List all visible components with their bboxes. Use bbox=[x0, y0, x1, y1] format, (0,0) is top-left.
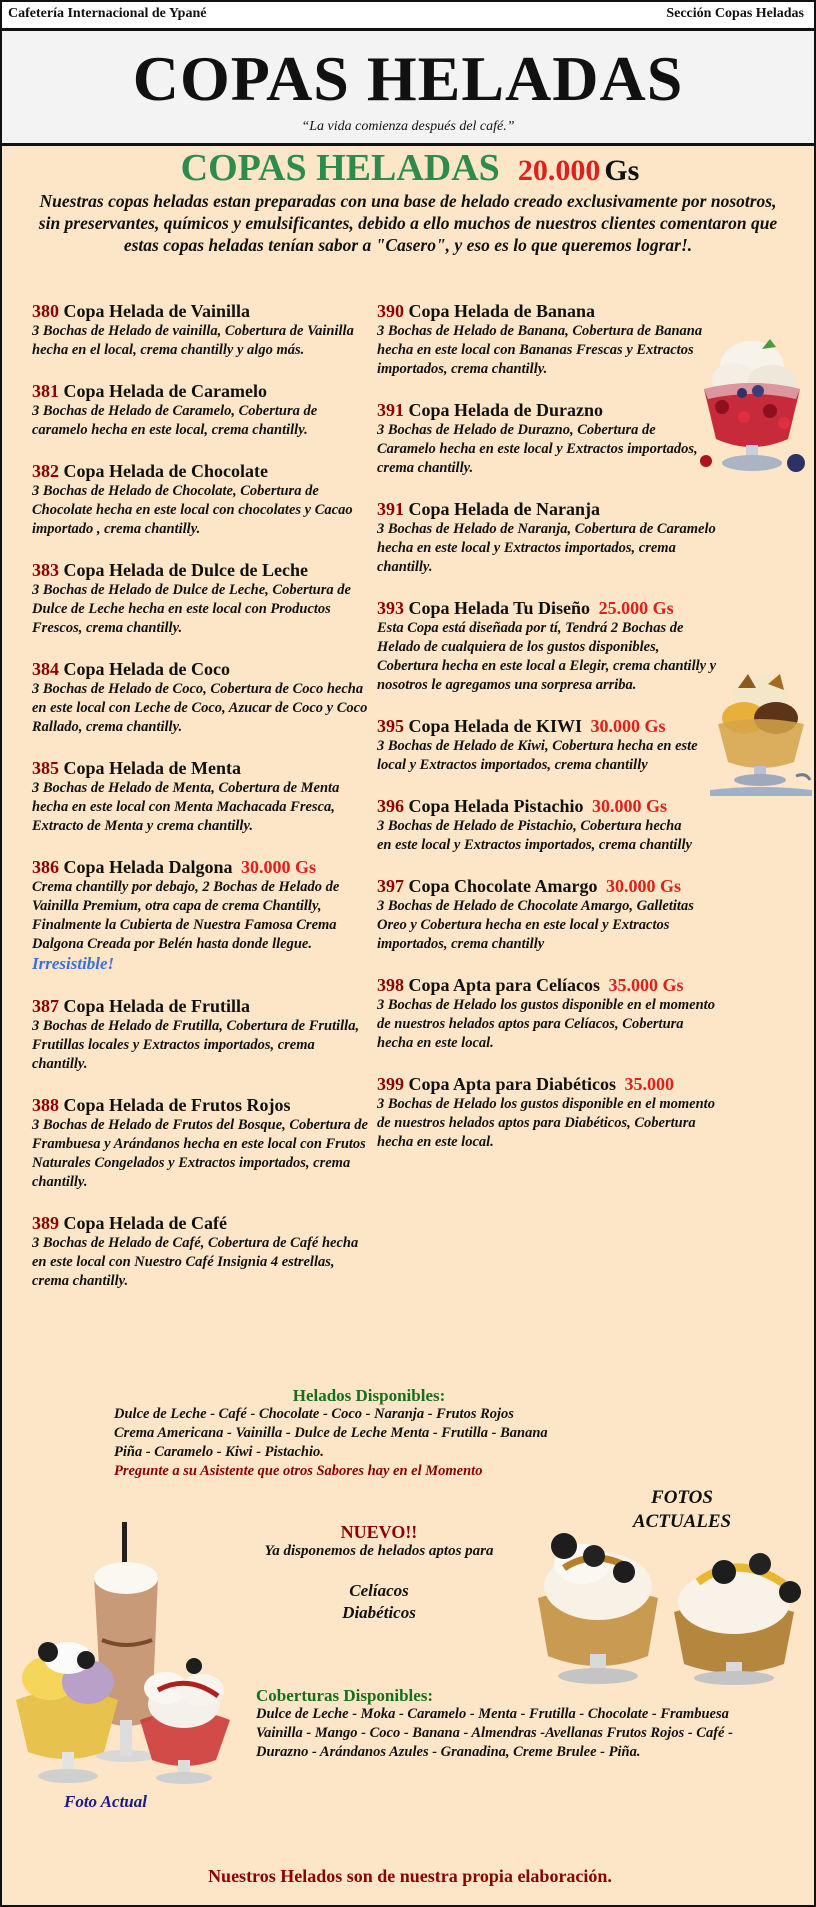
footer-note: Nuestros Helados son de nuestra propia elaboración. bbox=[208, 1866, 612, 1886]
header-quote: “La vida comienza después del café.” bbox=[301, 119, 515, 134]
item-name: Copa Helada de Frutos Rojos bbox=[63, 1095, 291, 1115]
menu-item-title bbox=[377, 715, 722, 737]
menu-item bbox=[32, 856, 372, 975]
menu-item-title bbox=[32, 856, 372, 878]
section-price: 20.000 bbox=[517, 154, 601, 187]
item-name: Copa Helada Dalgona bbox=[63, 857, 233, 877]
section-title bbox=[2, 146, 816, 190]
menu-item bbox=[32, 658, 372, 737]
item-description bbox=[32, 482, 372, 539]
item-number: 384 bbox=[32, 659, 59, 679]
item-name: Copa Helada de KIWI bbox=[408, 716, 583, 736]
fotos-line-1: FOTOS bbox=[651, 1487, 713, 1508]
menu-item-title bbox=[377, 300, 722, 322]
item-description bbox=[32, 1116, 372, 1192]
item-name: Copa Helada de Chocolate bbox=[63, 461, 268, 481]
item-number: 389 bbox=[32, 1213, 59, 1233]
cafe-name: Cafetería Internacional de Ypané bbox=[8, 6, 207, 21]
item-description-text: Crema chantilly por debajo, 2 Bochas de Helado de Vainilla Premium, otra capa de crema Chantilly, Finalmente la Cubierta de Nuestra Famosa Crema Dalgona Creada por Belén hasta donde llegue. bbox=[32, 879, 340, 952]
item-description bbox=[377, 322, 717, 379]
item-description-text: 3 Bochas de Helado los gustos disponible en el momento de nuestros helados aptos para Diabéticos, Cobertura hecha en este local. bbox=[377, 1096, 715, 1150]
available-toppings bbox=[256, 1686, 776, 1762]
menu-item-title bbox=[32, 995, 372, 1017]
sundaes-photo-left bbox=[8, 1520, 234, 1790]
menu-item-title bbox=[377, 974, 722, 996]
item-number: 382 bbox=[32, 461, 59, 481]
menu-item bbox=[32, 300, 372, 360]
sundaes-photo-right bbox=[528, 1516, 814, 1686]
menu-item-title bbox=[377, 1073, 722, 1095]
menu-item bbox=[377, 300, 722, 379]
menu-item bbox=[377, 597, 722, 695]
chocolate-sundae-image bbox=[708, 666, 814, 796]
item-description-text: 3 Bochas de Helado de Café, Cobertura de Café hecha en este local con Nuestro Café Insignia 4 estrellas, crema chantilly. bbox=[32, 1235, 359, 1289]
berry-sundae-image bbox=[692, 327, 812, 477]
right-menu-column bbox=[377, 300, 722, 1172]
item-name: Copa Helada de Naranja bbox=[408, 499, 601, 519]
menu-item bbox=[32, 1094, 372, 1192]
item-description-text: 3 Bochas de Helado de Coco, Cobertura de Coco hecha en este local con Leche de Coco, Azucar de Coco y Coco Rallado, crema chantilly. bbox=[32, 681, 368, 735]
top-bar bbox=[2, 2, 814, 31]
nuevo-diabeticos: Diabéticos bbox=[342, 1603, 416, 1622]
nuevo-title: NUEVO!! bbox=[340, 1522, 418, 1542]
menu-item-title bbox=[32, 658, 372, 680]
item-description bbox=[32, 581, 372, 638]
item-description-text: 3 Bochas de Helado de Pistachio, Cobertura hecha en este local y Extractos importados, crema chantilly bbox=[377, 818, 692, 853]
flavors-ask: Pregunte a su Asistente que otros Sabores hay en el Momento bbox=[114, 1463, 483, 1479]
item-number: 386 bbox=[32, 857, 59, 877]
menu-item-title bbox=[32, 300, 372, 322]
item-price: 30.000 Gs bbox=[605, 876, 681, 896]
item-description bbox=[32, 402, 372, 440]
item-description bbox=[377, 619, 722, 695]
menu-item-title bbox=[32, 1094, 372, 1116]
flavors-line: Dulce de Leche - Café - Chocolate - Coco - Naranja - Frutos Rojos bbox=[114, 1406, 514, 1422]
menu-item bbox=[377, 399, 722, 478]
item-description bbox=[377, 520, 722, 577]
item-price: 25.000 Gs bbox=[598, 598, 674, 618]
item-number: 388 bbox=[32, 1095, 59, 1115]
item-description-text: Esta Copa está diseñada por tí, Tendrá 2 Bochas de Helado de cualquiera de los gustos disponibles, Cobertura hecha en este local a Elegir, crema chantilly y nosotros le agregamos una sorpresa arriba. bbox=[377, 620, 717, 693]
item-description-text: 3 Bochas de Helado de Kiwi, Cobertura hecha en este local y Extractos importados, crema chantilly bbox=[377, 738, 698, 773]
item-name: Copa Helada de Caramelo bbox=[63, 381, 267, 401]
flavors-line: Crema Americana - Vainilla - Dulce de Leche Menta - Frutilla - Banana bbox=[114, 1425, 548, 1441]
item-number: 393 bbox=[377, 598, 404, 618]
menu-item-title bbox=[377, 399, 722, 421]
item-number: 398 bbox=[377, 975, 404, 995]
menu-item-title bbox=[32, 559, 372, 581]
foto-actual-caption: Foto Actual bbox=[64, 1792, 147, 1811]
item-description-text: 3 Bochas de Helado los gustos disponible en el momento de nuestros helados aptos para Celíacos, Cobertura hecha en este local. bbox=[377, 997, 715, 1051]
available-flavors bbox=[114, 1386, 694, 1481]
nuevo-text: Ya disponemos de helados aptos para bbox=[264, 1543, 494, 1559]
menu-item-title bbox=[377, 597, 722, 619]
item-name: Copa Chocolate Amargo bbox=[408, 876, 598, 896]
item-description-text: 3 Bochas de Helado de Caramelo, Cobertura de caramelo hecha en este local, crema chantilly. bbox=[32, 403, 318, 438]
item-name: Copa Helada Tu Diseño bbox=[408, 598, 591, 618]
menu-item-title bbox=[377, 498, 722, 520]
item-description-text: 3 Bochas de Helado de Chocolate Amargo, Galletitas Oreo y Cobertura hecha en este local y Extractos importados, crema chantilly bbox=[377, 898, 694, 952]
item-description-text: 3 Bochas de Helado de vainilla, Cobertura de Vainilla hecha en el local, crema chantilly y algo más. bbox=[32, 323, 354, 358]
item-price: 35.000 Gs bbox=[608, 975, 684, 995]
fotos-line-2: ACTUALES bbox=[632, 1511, 732, 1532]
item-description bbox=[32, 322, 372, 360]
item-description bbox=[377, 737, 717, 775]
item-name: Copa Helada de Coco bbox=[63, 659, 230, 679]
item-name: Copa Helada de Menta bbox=[63, 758, 241, 778]
item-name: Copa Helada de Banana bbox=[408, 301, 596, 321]
nuevo-celiacos: Celíacos bbox=[349, 1581, 409, 1600]
menu-item bbox=[377, 974, 722, 1053]
menu-item bbox=[377, 498, 722, 577]
menu-item bbox=[377, 1073, 722, 1152]
item-number: 387 bbox=[32, 996, 59, 1016]
intro-text: Nuestras copas heladas estan preparadas con una base de helado creado exclusivamente por nosotros, sin preservantes, químicos y emulsificantes, debido a ello muchos de nuestros clientes comentaron que estas copas heladas tenían sabor a "Casero", y eso es lo que queremos lograr!. bbox=[38, 191, 778, 255]
item-description-text: 3 Bochas de Helado de Frutos del Bosque, Cobertura de Frambuesa y Arándanos hecha en este local con Frutos Naturales Congelados y Extractos importados, crema chantilly. bbox=[32, 1117, 368, 1190]
item-description bbox=[377, 421, 709, 478]
item-name: Copa Apta para Diabéticos bbox=[408, 1074, 617, 1094]
toppings-title: Coberturas Disponibles: bbox=[256, 1686, 434, 1705]
item-name: Copa Helada de Café bbox=[63, 1213, 227, 1233]
page-title: COPAS HELADAS bbox=[132, 43, 684, 114]
menu-item bbox=[32, 995, 372, 1074]
menu-item-title bbox=[32, 460, 372, 482]
item-number: 399 bbox=[377, 1074, 404, 1094]
menu-item bbox=[32, 757, 372, 836]
flavors-line: Piña - Caramelo - Kiwi - Pistachio. bbox=[114, 1444, 324, 1460]
item-description bbox=[377, 1095, 722, 1152]
item-number: 397 bbox=[377, 876, 404, 896]
menu-item bbox=[377, 795, 722, 855]
item-number: 385 bbox=[32, 758, 59, 778]
menu-item bbox=[32, 380, 372, 440]
item-description bbox=[377, 897, 722, 954]
item-name: Copa Helada de Frutilla bbox=[63, 996, 251, 1016]
menu-item bbox=[377, 875, 722, 954]
item-number: 396 bbox=[377, 796, 404, 816]
flavors-title: Helados Disponibles: bbox=[292, 1386, 446, 1405]
item-price: 30.000 Gs bbox=[241, 857, 317, 877]
menu-item bbox=[32, 1212, 372, 1291]
left-menu-column bbox=[32, 300, 372, 1311]
item-name: Copa Helada de Dulce de Leche bbox=[63, 560, 308, 580]
item-description-text: 3 Bochas de Helado de Durazno, Cobertura de Caramelo hecha en este local y Extractos importados, crema chantilly. bbox=[377, 422, 698, 476]
menu-item-title bbox=[32, 380, 372, 402]
item-name: Copa Helada de Vainilla bbox=[63, 301, 251, 321]
item-price: 35.000 bbox=[624, 1074, 675, 1094]
item-number: 383 bbox=[32, 560, 59, 580]
menu-item bbox=[377, 715, 722, 775]
item-description-text: 3 Bochas de Helado de Banana, Cobertura de Banana hecha en este local con Bananas Frescas y Extractos importados, crema chantilly. bbox=[377, 323, 703, 377]
item-price: 30.000 Gs bbox=[590, 716, 666, 736]
item-description-text: 3 Bochas de Helado de Chocolate, Cobertura de Chocolate hecha en este local con chocolates y Cacao importado , crema chantilly. bbox=[32, 483, 353, 537]
menu-item-title bbox=[32, 757, 372, 779]
item-description bbox=[32, 1017, 372, 1074]
menu-item bbox=[32, 559, 372, 638]
nuevo-section bbox=[214, 1522, 544, 1624]
item-description bbox=[377, 996, 722, 1053]
item-description bbox=[32, 878, 372, 975]
section-currency: Gs bbox=[604, 154, 640, 187]
item-description bbox=[32, 1234, 372, 1291]
item-description-text: 3 Bochas de Helado de Menta, Cobertura de Menta hecha en este local con Menta Machacada Fresca, Extracto de Menta y crema chantilly. bbox=[32, 780, 340, 834]
item-number: 380 bbox=[32, 301, 59, 321]
item-description bbox=[32, 680, 372, 737]
item-name: Copa Apta para Celíacos bbox=[408, 975, 601, 995]
page-header bbox=[2, 31, 814, 146]
item-description-text: 3 Bochas de Helado de Naranja, Cobertura de Caramelo hecha en este local y Extractos importados, crema chantilly. bbox=[377, 521, 716, 575]
item-price: 30.000 Gs bbox=[592, 796, 668, 816]
item-number: 381 bbox=[32, 381, 59, 401]
menu-item-title bbox=[32, 1212, 372, 1234]
item-description bbox=[377, 817, 697, 855]
section-name: Sección Copas Heladas bbox=[666, 6, 804, 21]
item-description bbox=[32, 779, 372, 836]
menu-item-title bbox=[377, 795, 722, 817]
item-number: 391 bbox=[377, 499, 404, 519]
item-name: Copa Helada Pistachio bbox=[408, 796, 584, 816]
menu-item bbox=[32, 460, 372, 539]
item-description-text: 3 Bochas de Helado de Frutilla, Cobertura de Frutilla, Frutillas locales y Extractos importados, crema chantilly. bbox=[32, 1018, 360, 1072]
section-heading: COPAS HELADAS bbox=[180, 147, 500, 189]
item-number: 395 bbox=[377, 716, 404, 736]
toppings-text: Dulce de Leche - Moka - Caramelo - Menta - Frutilla - Chocolate - Frambuesa Vainilla - Mango - Coco - Banana - Almendras -Avellanas Frutos Rojos - Café - Durazno - Arándanos Azules - Granadina, Creme Brulee - Piña. bbox=[256, 1706, 733, 1760]
item-number: 391 bbox=[377, 400, 404, 420]
item-name: Copa Helada de Durazno bbox=[408, 400, 604, 420]
item-description-text: 3 Bochas de Helado de Dulce de Leche, Cobertura de Dulce de Leche hecha en este local con Productos Frescos, crema chantilly. bbox=[32, 582, 351, 636]
item-number: 390 bbox=[377, 301, 404, 321]
menu-item-title bbox=[377, 875, 722, 897]
item-highlight: Irresistible! bbox=[32, 954, 115, 973]
